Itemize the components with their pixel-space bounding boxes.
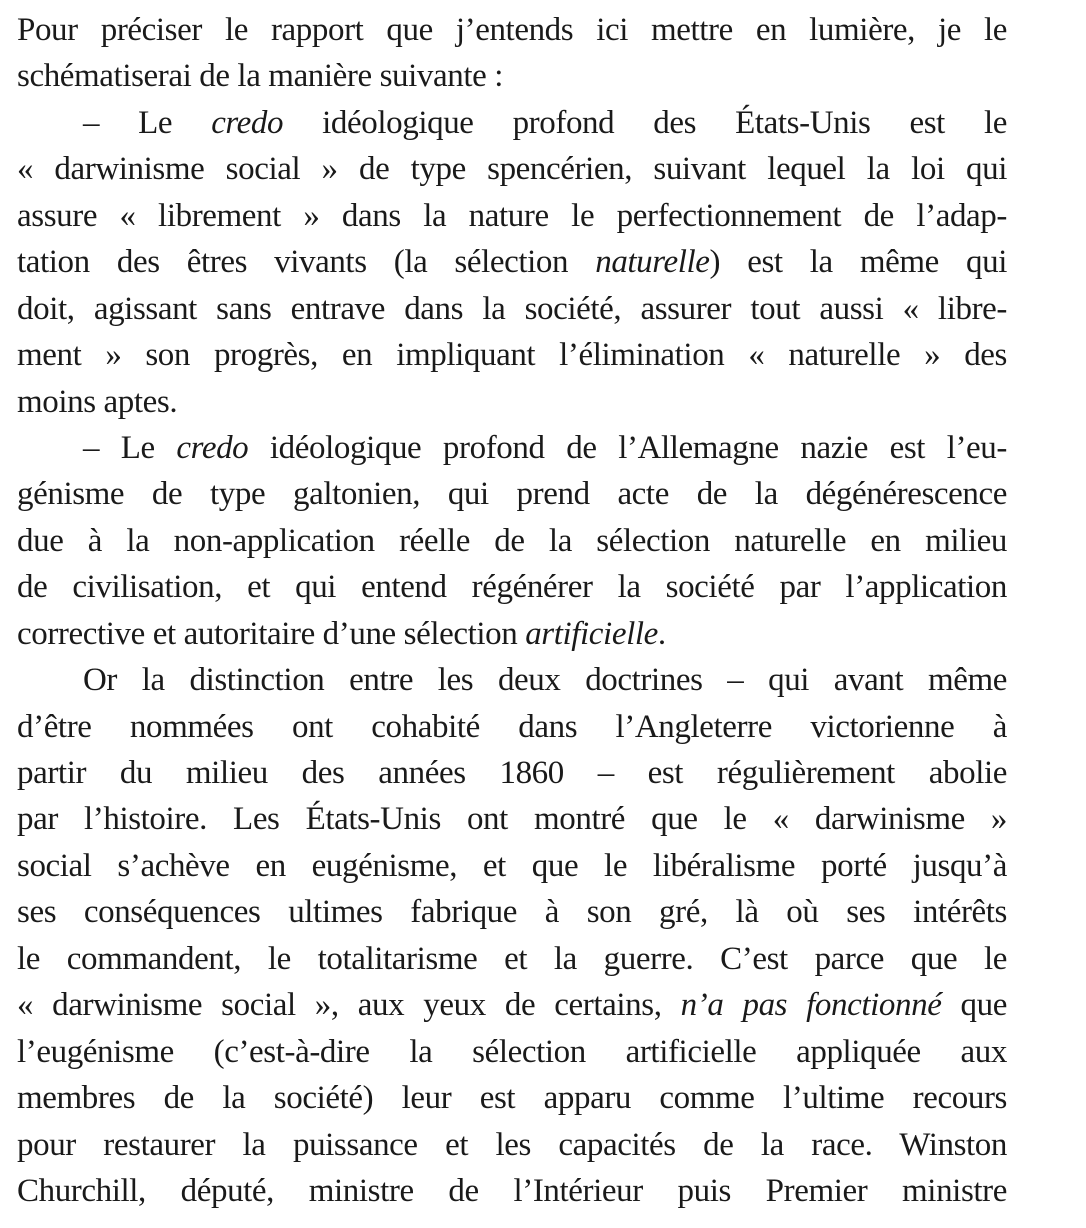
text-line <box>17 100 1007 146</box>
text-line: moins aptes. <box>17 383 178 420</box>
text-segment: idéologique profond de l’Allemagne nazie est l’eu- <box>248 429 1007 466</box>
emphasis-text: artificielle <box>525 615 658 652</box>
text-line <box>17 239 1007 285</box>
text-line: ses conséquences ultimes fabrique à son gré, là où ses intérêts <box>17 894 1007 931</box>
text-line: social s’achève en eugénisme, et que le libéralisme porté jusqu’à <box>17 847 1007 884</box>
text-line: le commandent, le totalitarisme et la guerre. C’est parce que le <box>17 940 1007 977</box>
text-line: Churchill, député, ministre de l’Intérieur puis Premier ministre <box>17 1172 1007 1209</box>
text-line: de civilisation, et qui entend régénérer la société par l’application <box>17 569 1007 606</box>
text-line <box>17 425 1007 471</box>
text-line: par l’histoire. Les États-Unis ont montré que le « darwinisme » <box>17 801 1007 838</box>
emphasis-text: credo <box>211 104 284 141</box>
document-page <box>17 7 1007 1214</box>
text-line: l’eugénisme (c’est-à-dire la sélection artificielle appliquée aux <box>17 1033 1007 1070</box>
text-line: Or la distinction entre les deux doctrines – qui avant même <box>83 662 1007 699</box>
text-line: assure « librement » dans la nature le perfectionnement de l’adap- <box>17 197 1007 234</box>
text-line: due à la non-application réelle de la sélection naturelle en milieu <box>17 522 1007 559</box>
text-line: génisme de type galtonien, qui prend acte de la dégénérescence <box>17 476 1007 513</box>
text-segment: ) est la même qui <box>709 244 1007 281</box>
text-line: « darwinisme social » de type spencérien, suivant lequel la loi qui <box>17 151 1007 188</box>
emphasis-text: n’a pas fonctionné <box>680 987 942 1024</box>
text-segment: tation des êtres vivants (la sélection <box>17 244 596 281</box>
text-segment: – Le <box>83 104 212 141</box>
text-segment: idéologique profond des États-Unis est le <box>283 104 1007 141</box>
text-line: Pour préciser le rapport que j’entends ici mettre en lumière, je le <box>17 12 1007 48</box>
emphasis-text: credo <box>176 429 249 466</box>
text-segment: que <box>941 987 1007 1024</box>
text-line <box>17 611 1007 657</box>
text-segment: corrective et autoritaire d’une sélection <box>17 615 526 652</box>
text-line: membres de la société) leur est apparu comme l’ultime recours <box>17 1080 1007 1117</box>
text-line: doit, agissant sans entrave dans la société, assurer tout aussi « libre- <box>17 290 1007 327</box>
text-segment: – Le <box>83 429 177 466</box>
text-segment: « darwinisme social », aux yeux de certains, <box>17 987 681 1024</box>
text-line: partir du milieu des années 1860 – est régulièrement abolie <box>17 755 1007 791</box>
text-line: schématiserai de la manière suivante : <box>17 58 504 95</box>
text-line: ment » son progrès, en impliquant l’élimination « naturelle » des <box>17 337 1007 374</box>
text-segment: . <box>657 615 666 652</box>
text-line: pour restaurer la puissance et les capacités de la race. Winston <box>17 1126 1007 1163</box>
text-line: d’être nommées ont cohabité dans l’Angleterre victorienne à <box>17 708 1007 745</box>
text-line <box>17 982 1007 1028</box>
emphasis-text: naturelle <box>595 244 710 281</box>
